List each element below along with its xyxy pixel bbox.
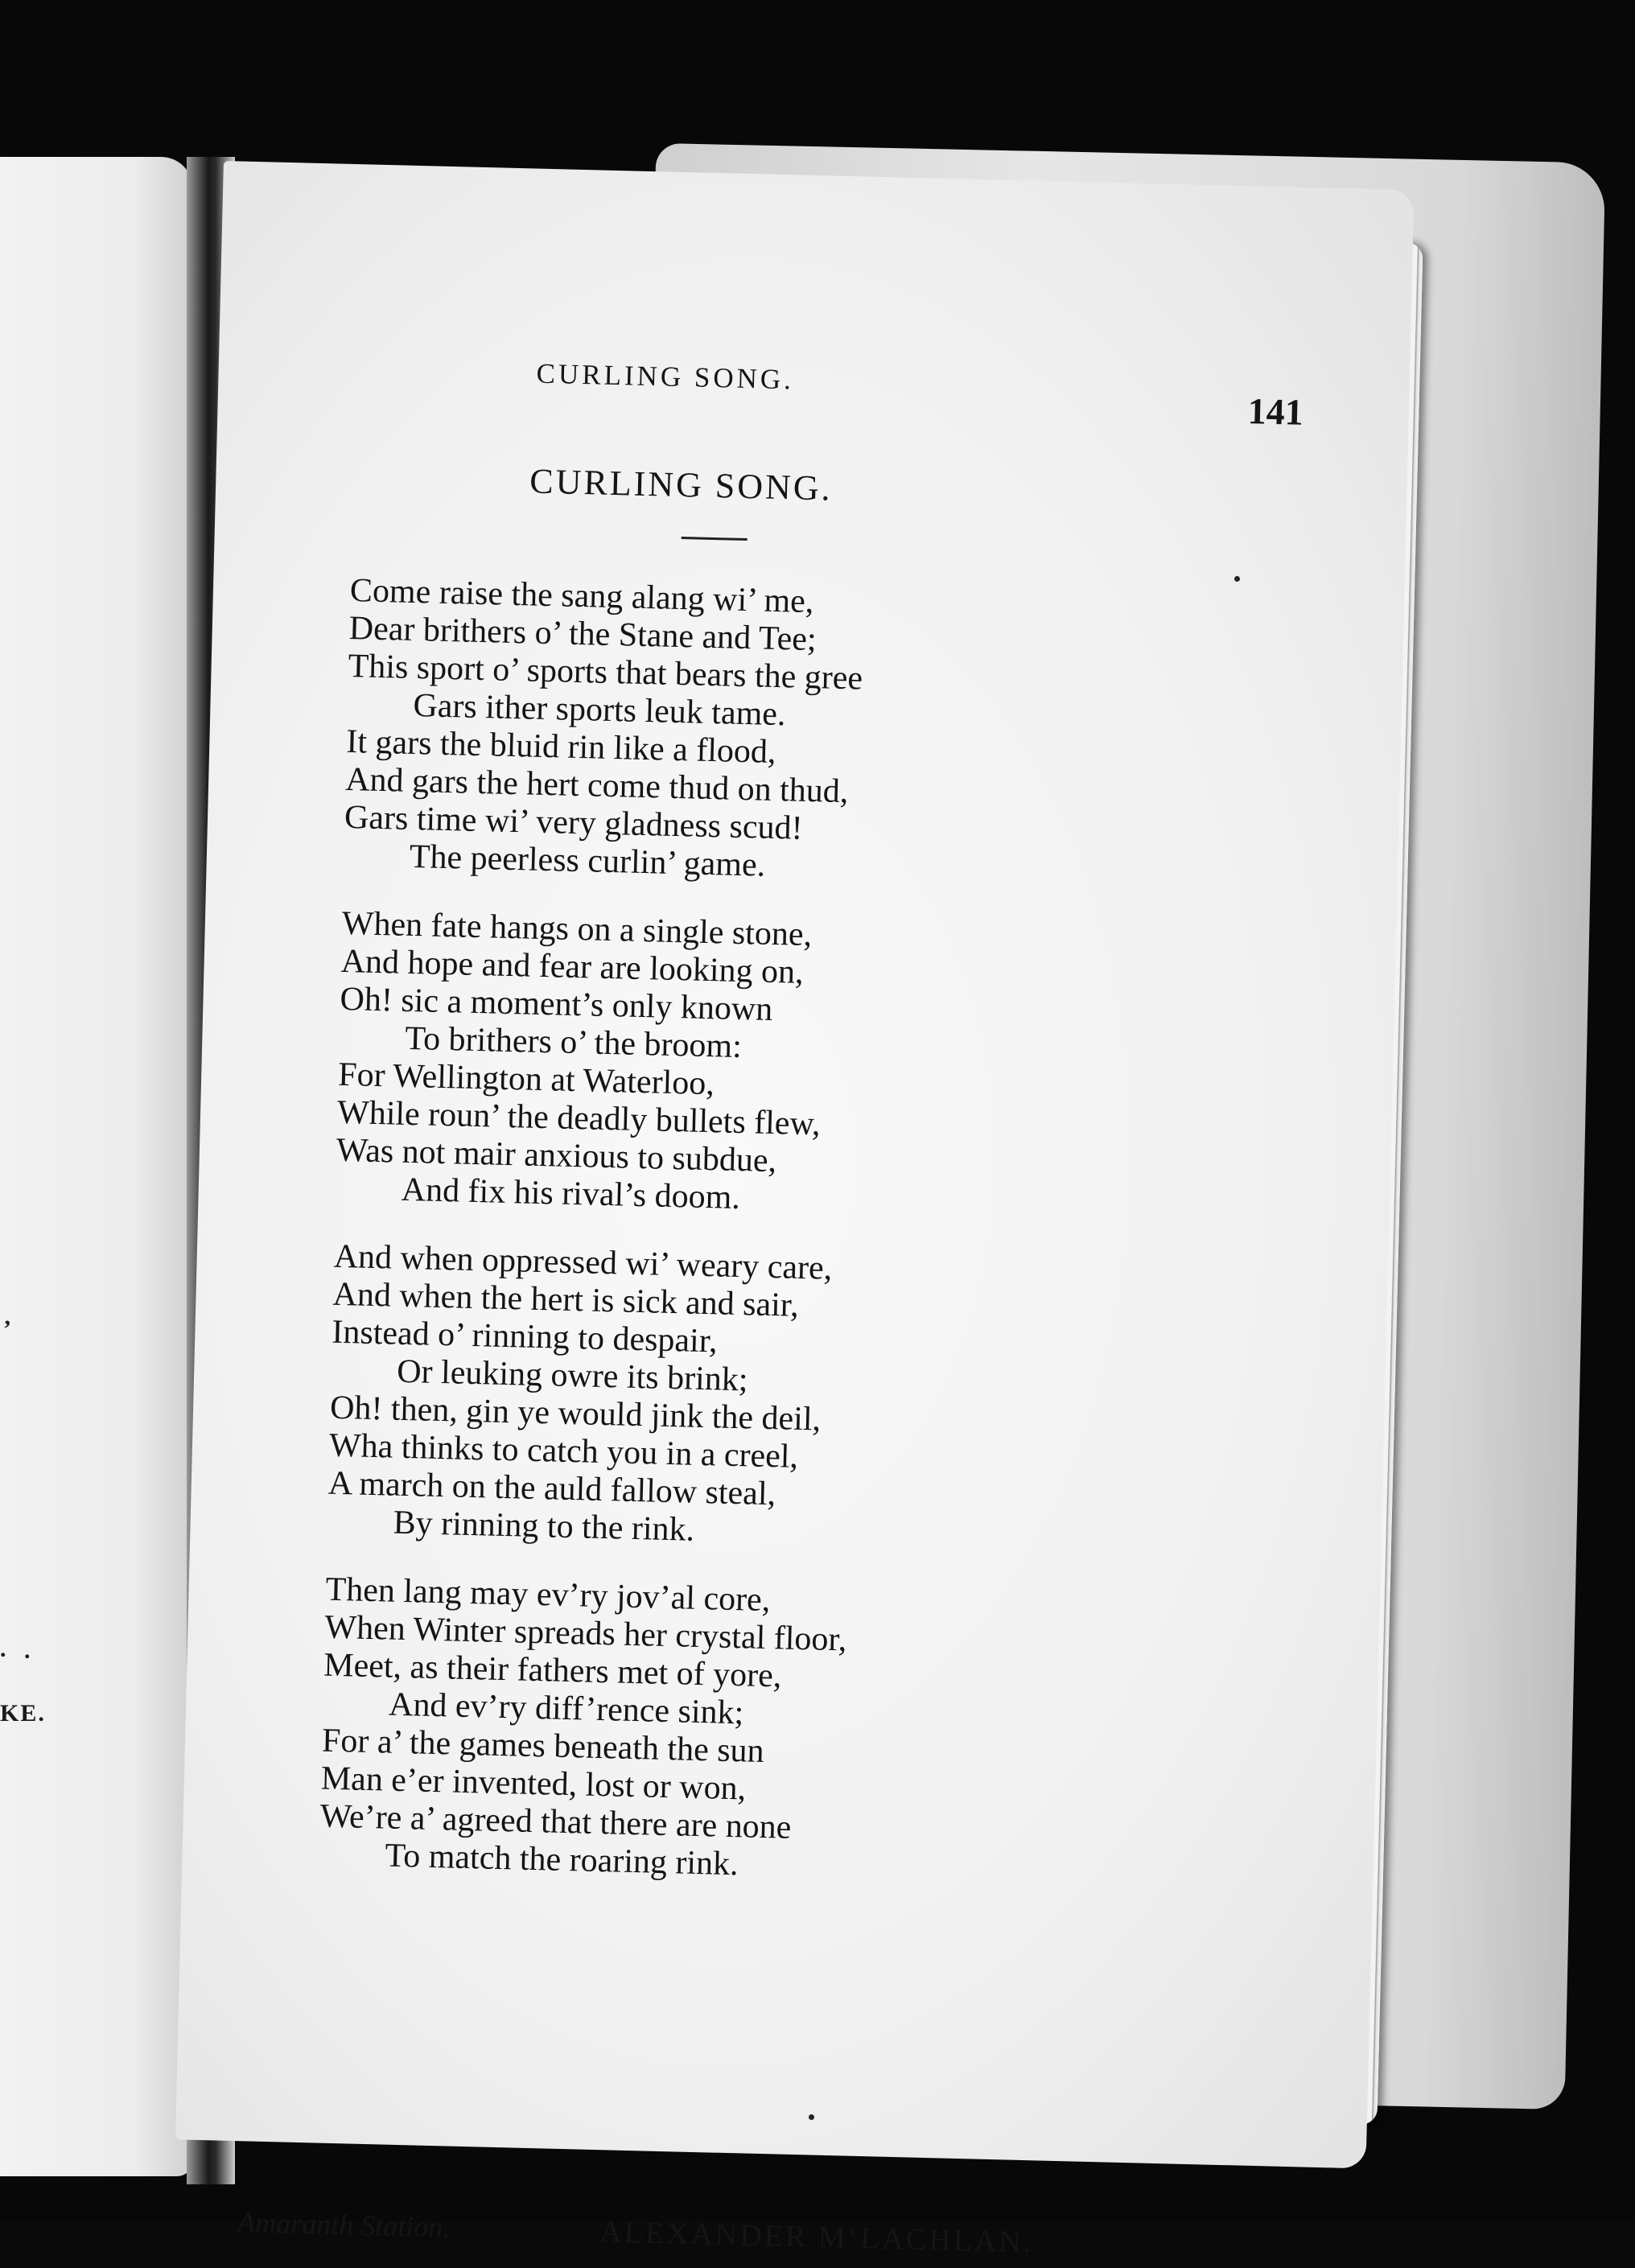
poem-title: CURLING SONG.: [529, 461, 834, 508]
poem-line: To match the roaring rink.: [385, 1837, 739, 1883]
page-speck: [809, 2114, 814, 2120]
author-name: ALEXANDER M‘LACHLAN.: [599, 2215, 1034, 2260]
poem-body: [318, 572, 1316, 1928]
poem-line: Dear brithers o’ the Stane and Tee;: [348, 609, 818, 659]
poem-line: Instead o’ rinning to despair,: [331, 1313, 719, 1360]
poem-line: By rinning to the rink.: [393, 1504, 695, 1549]
poem-line: And when oppressed wi’ weary care,: [333, 1237, 833, 1287]
poem-line: It gars the bluid rin like a flood,: [345, 722, 777, 771]
poem-line: Come raise the sang alang wi’ me,: [349, 572, 814, 621]
poem-line: And fix his rival’s doom.: [401, 1171, 741, 1217]
title-rule: [682, 537, 747, 541]
stanza: [335, 905, 1308, 1231]
poem-line: The peerless curlin’ game.: [409, 838, 766, 884]
poem-line: And when the hert is sick and sair,: [332, 1275, 800, 1324]
poem-line: Then lang may ev’ry jov’al core,: [325, 1570, 771, 1620]
poem-line: This sport o’ sports that bears the gree: [348, 647, 863, 698]
poem-line: A march on the auld fallow steal,: [327, 1464, 776, 1513]
poem-line: And gars the hert come thud on thud,: [344, 760, 849, 811]
facing-page-fragment: ’: [3, 1315, 13, 1342]
stanza: [327, 1238, 1299, 1564]
poem-line: For Wellington at Waterloo,: [337, 1056, 715, 1103]
poem-line: Was not mair anxious to subdue,: [336, 1131, 777, 1180]
poem-line: To brithers o’ the broom:: [404, 1019, 743, 1066]
poem-line: We’re a’ agreed that there are none: [319, 1797, 792, 1846]
page-speck: [1234, 576, 1240, 582]
poem-line: And ev’ry diff’rence sink;: [388, 1686, 744, 1732]
stanza: [343, 572, 1316, 898]
poem-line: While roun’ the deadly bullets flew,: [336, 1093, 822, 1143]
poem-line: When Winter spreads her crystal floor,: [323, 1608, 847, 1659]
signature: [237, 2206, 1276, 2260]
poem-line: Wha thinks to catch you in a creel,: [328, 1426, 799, 1476]
poem-line: Oh! then, gin ye would jink the deil,: [329, 1389, 822, 1439]
poem-line: When fate hangs on a single stone,: [341, 904, 813, 954]
page-number: 141: [1247, 390, 1304, 433]
facing-page-fragment: KE.: [0, 1700, 46, 1727]
book-page: [175, 161, 1415, 2260]
poem-line: Oh! sic a moment’s only known: [340, 980, 773, 1028]
stanza: [319, 1571, 1291, 1897]
poem-line: And hope and fear are looking on,: [340, 942, 805, 991]
poem-line: Gars ither sports leuk tame.: [412, 686, 787, 734]
poem-line: Gars time wi’ very gladness scud!: [344, 798, 804, 847]
facing-page-fragment: .: [24, 1637, 32, 1664]
facing-page: [0, 157, 193, 2176]
facing-page-fragment: .: [0, 1636, 8, 1662]
page-content: [237, 353, 1321, 2260]
place-name: Amaranth Station.: [237, 2206, 451, 2244]
poem-line: Man e’er invented, lost or won,: [320, 1760, 747, 1808]
poem-line: Or leuking owre its brink;: [396, 1352, 748, 1399]
poem-line: Meet, as their fathers met of yore,: [323, 1646, 782, 1695]
poem-line: For a’ the games beneath the sun: [321, 1722, 765, 1770]
running-head: CURLING SONG.: [536, 357, 795, 396]
